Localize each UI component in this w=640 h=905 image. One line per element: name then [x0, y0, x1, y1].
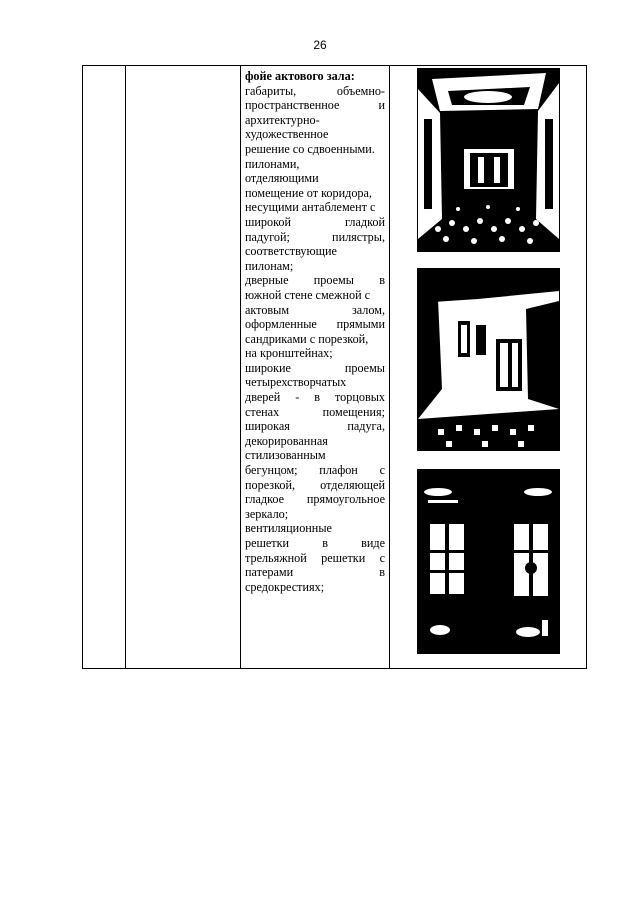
description-heading: фойе актового зала: — [245, 69, 355, 83]
table-cell-photos — [390, 66, 587, 669]
description-line: вентиляционные — [245, 521, 332, 536]
description-line: стилизованным — [245, 448, 326, 463]
description-line: несущими антаблемент с — [245, 200, 376, 215]
description-line: широкая падуга, — [245, 419, 385, 434]
description-line: решение со сдвоенными. — [245, 141, 375, 156]
description-line: стенах помещения; — [245, 404, 385, 419]
description-line: дверные проемы в — [245, 273, 385, 288]
description-line: южной стене смежной с — [245, 287, 371, 302]
description-line: средокрестиях; — [245, 579, 325, 594]
description-line: художественное — [245, 127, 329, 142]
description-line: помещение от коридора, — [245, 185, 372, 200]
description-line: гладкое прямоугольное — [245, 492, 385, 507]
table-cell-number — [83, 66, 126, 669]
description-line: зеркало; — [245, 506, 289, 521]
description-line: сандриками с порезкой, — [245, 331, 369, 346]
description-line: дверей - в торцовых — [245, 390, 385, 405]
description-line: трельяжной решетки с — [245, 550, 385, 565]
description-line: четырехстворчатых — [245, 375, 347, 390]
description-line: решетки в виде — [245, 536, 385, 550]
heritage-table — [82, 65, 587, 669]
description-line: архитектурно- — [245, 112, 320, 127]
description-text — [241, 66, 389, 594]
table-row — [83, 66, 587, 669]
table-cell-object — [126, 66, 241, 669]
description-line: широкие проемы — [245, 360, 385, 375]
table-cell-description — [241, 66, 390, 669]
description-line: отделяющими — [245, 171, 319, 186]
description-line: патерами в — [245, 565, 385, 580]
description-line: широкой гладкой — [245, 214, 385, 229]
description-line: декорированная — [245, 433, 328, 448]
description-line: падугой; пилястры, — [245, 229, 385, 244]
foyer-photo-wall-with-doors — [417, 268, 560, 451]
description-line: пилонами, — [245, 156, 300, 171]
description-line: пространственное и — [245, 98, 385, 113]
description-line: порезкой, отделяющей — [245, 477, 385, 492]
description-line: на кронштейнах; — [245, 346, 333, 361]
description-line: соответствующие — [245, 244, 337, 259]
description-line: пилонам; — [245, 258, 294, 273]
description-line: актовым залом, — [245, 302, 385, 317]
foyer-photo-windows-and-pillar — [417, 469, 560, 654]
description-line: габариты, объемно- — [245, 83, 385, 98]
foyer-photo-corridor-view — [417, 68, 560, 252]
description-line: бегунцом; плафон с — [245, 463, 385, 478]
description-line: оформленные прямыми — [245, 317, 385, 332]
page-number: 26 — [313, 38, 327, 52]
